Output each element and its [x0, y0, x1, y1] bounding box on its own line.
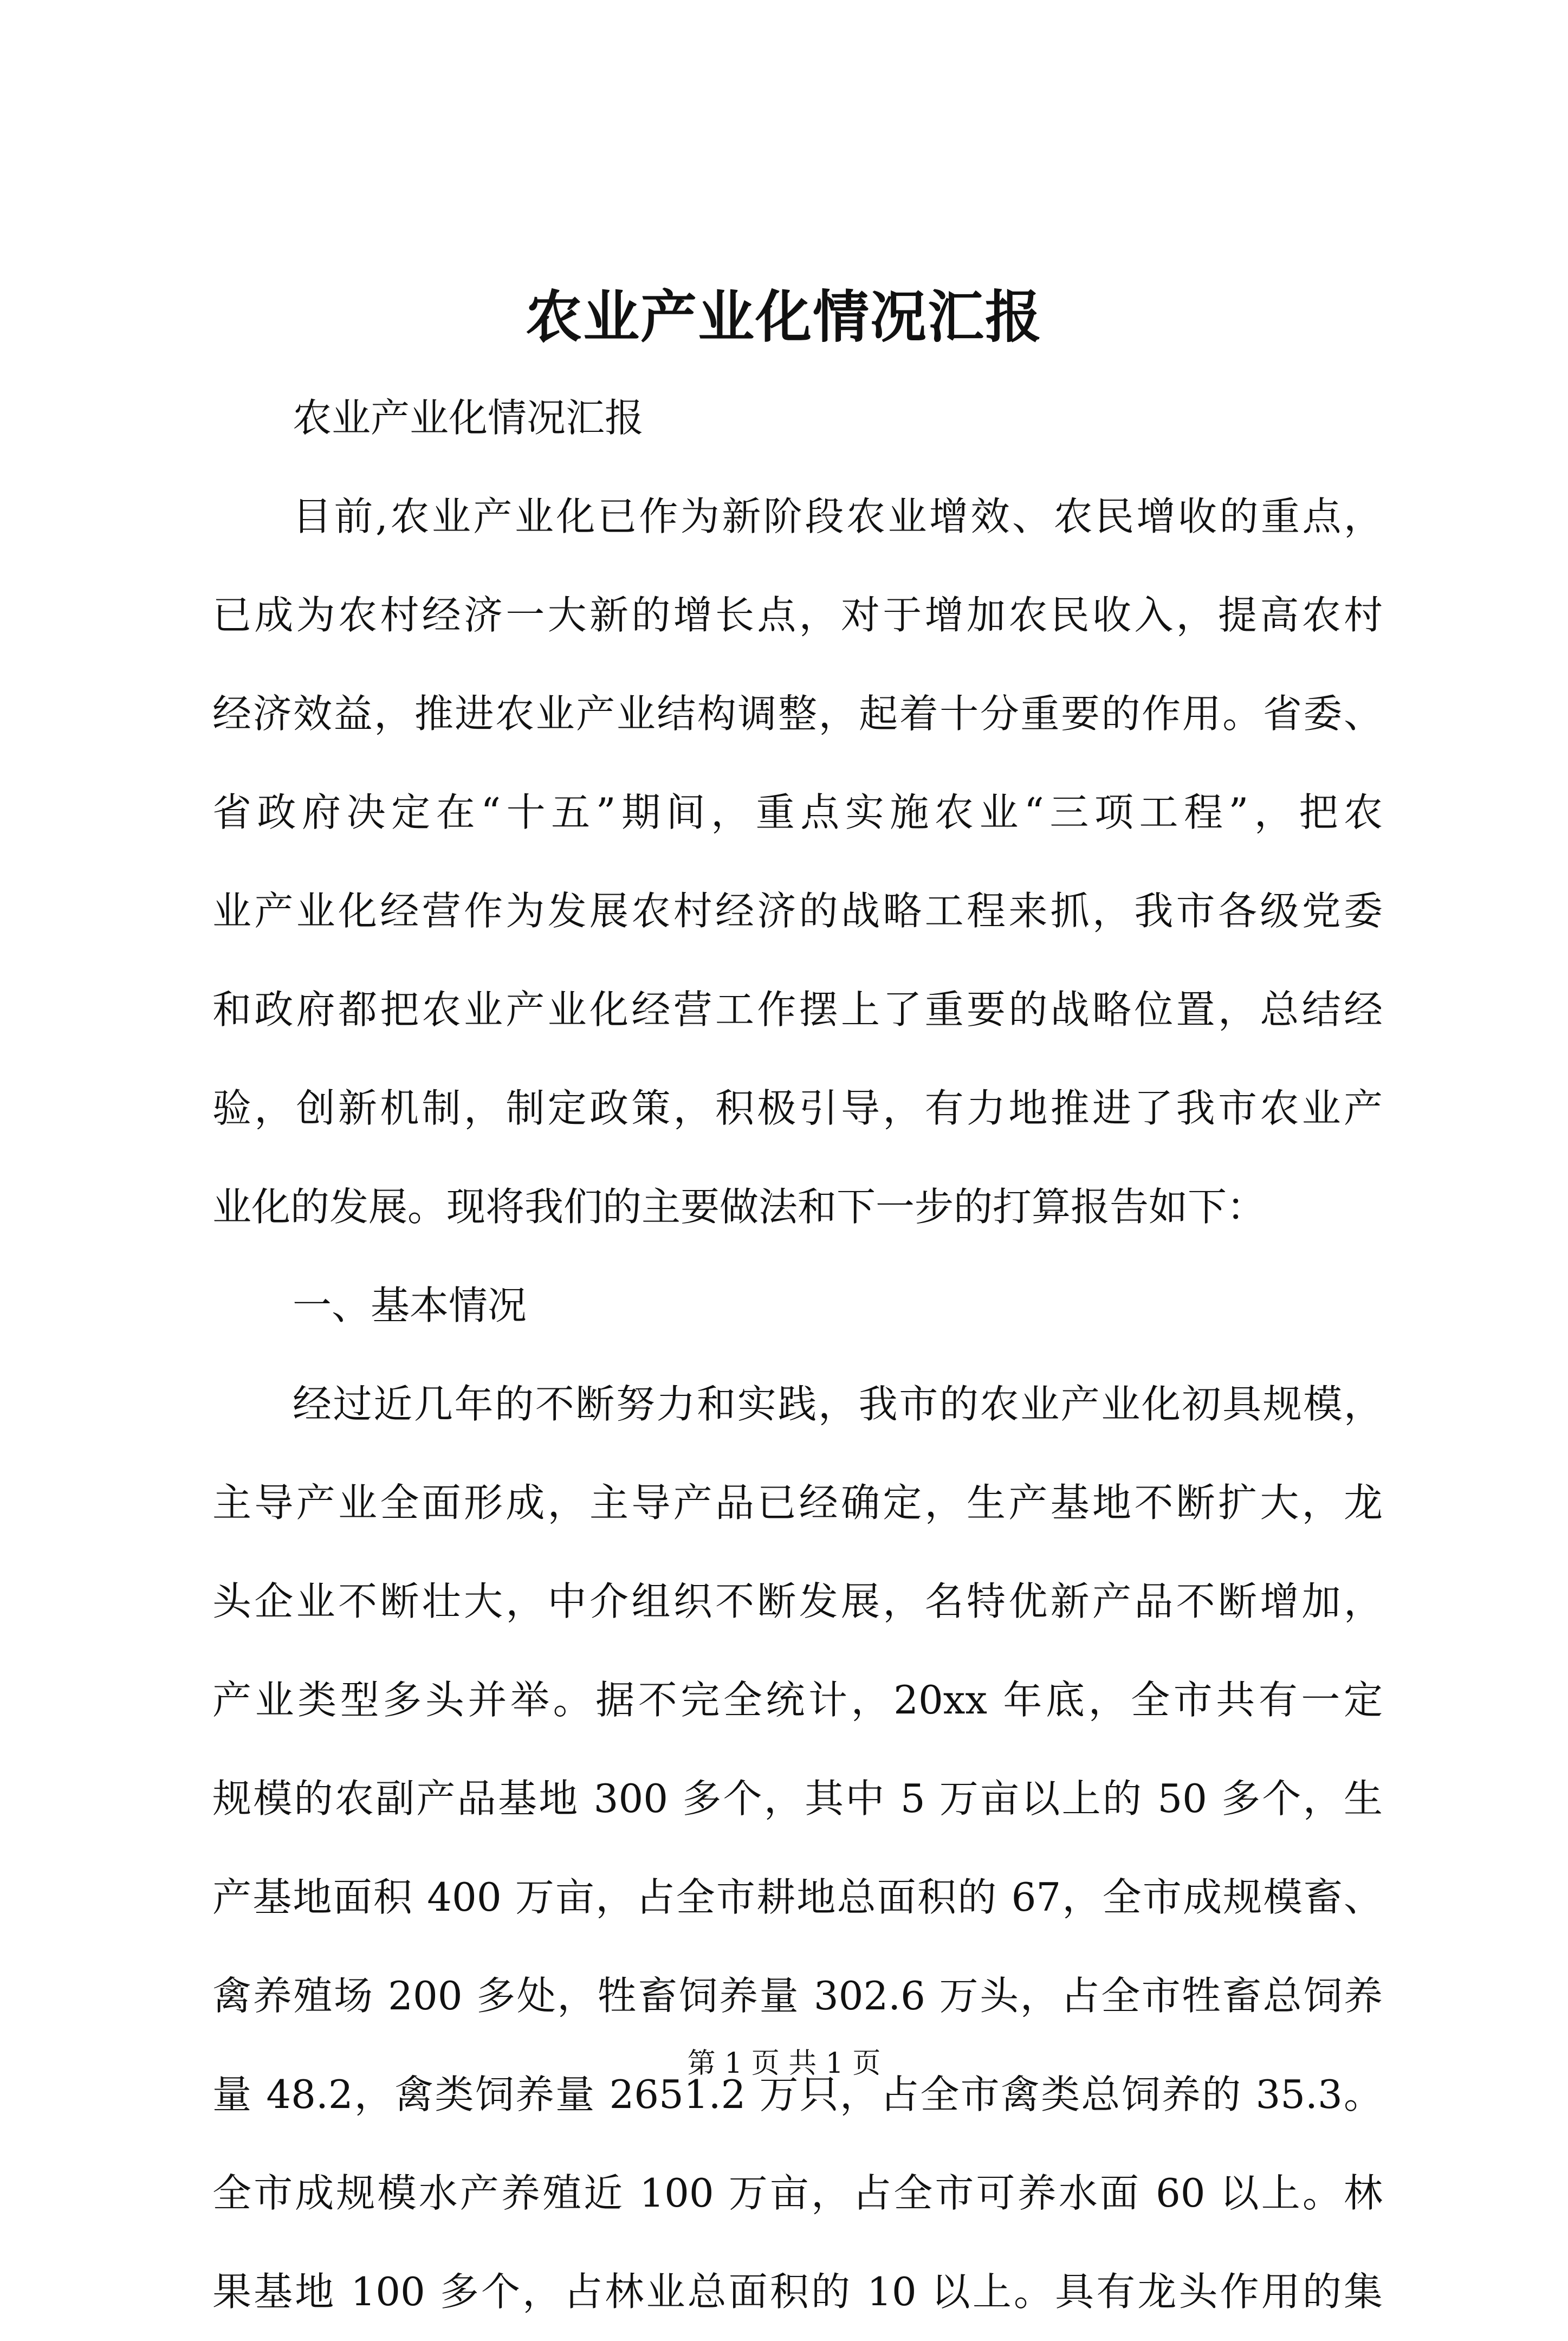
body-line: 产基地面积 400 万亩，占全市耕地总面积的 67，全市成规模畜、	[212, 1874, 1383, 1920]
body-line: 全市成规模水产养殖近 100 万亩，占全市可养水面 60 以上。林	[212, 2170, 1383, 2216]
body-line: 已成为农村经济一大新的增长点，对于增加农民收入，提高农村	[212, 592, 1383, 638]
body-line: 规模的农副产品基地 300 多个，其中 5 万亩以上的 50 多个，生	[212, 1776, 1383, 1821]
body-line: 经过近几年的不断努力和实践，我市的农业产业化初具规模，	[293, 1381, 1383, 1427]
body-line: 一、基本情况	[293, 1283, 527, 1328]
document-title: 农业产业化情况汇报	[525, 283, 1042, 350]
body-line: 业化的发展。现将我们的主要做法和下一步的打算报告如下：	[212, 1184, 1266, 1230]
body-line: 验，创新机制，制定政策，积极引导，有力地推进了我市农业产	[212, 1085, 1383, 1131]
body-line: 果基地 100 多个，占林业总面积的 10 以上。具有龙头作用的集	[212, 2269, 1383, 2314]
body-line: 目前,农业产业化已作为新阶段农业增效、农民增收的重点，	[293, 494, 1383, 539]
body-line: 禽养殖场 200 多处，牲畜饲养量 302.6 万头，占全市牲畜总饲养	[212, 1973, 1383, 2019]
body-line: 主导产业全面形成，主导产品已经确定，生产基地不断扩大，龙	[212, 1480, 1383, 1525]
body-line: 量 48.2，禽类饲养量 2651.2 万只，占全市禽类总饲养的 35.3。	[212, 2072, 1383, 2117]
body-line: 经济效益，推进农业产业结构调整，起着十分重要的作用。省委、	[212, 691, 1383, 736]
body-line: 产业类型多头并举。据不完全统计，20xx 年底，全市共有一定	[212, 1677, 1383, 1723]
page-footer: 第 1 页 共 1 页	[687, 2047, 881, 2080]
body-line: 省政府决定在“十五”期间，重点实施农业“三项工程”，把农	[212, 790, 1383, 835]
body-line: 农业产业化情况汇报	[293, 395, 644, 441]
body-line: 和政府都把农业产业化经营工作摆上了重要的战略位置，总结经	[212, 987, 1383, 1032]
body-line: 头企业不断壮大，中介组织不断发展，名特优新产品不断增加，	[212, 1579, 1383, 1624]
body-line: 业产业化经营作为发展农村经济的战略工程来抓，我市各级党委	[212, 888, 1383, 934]
